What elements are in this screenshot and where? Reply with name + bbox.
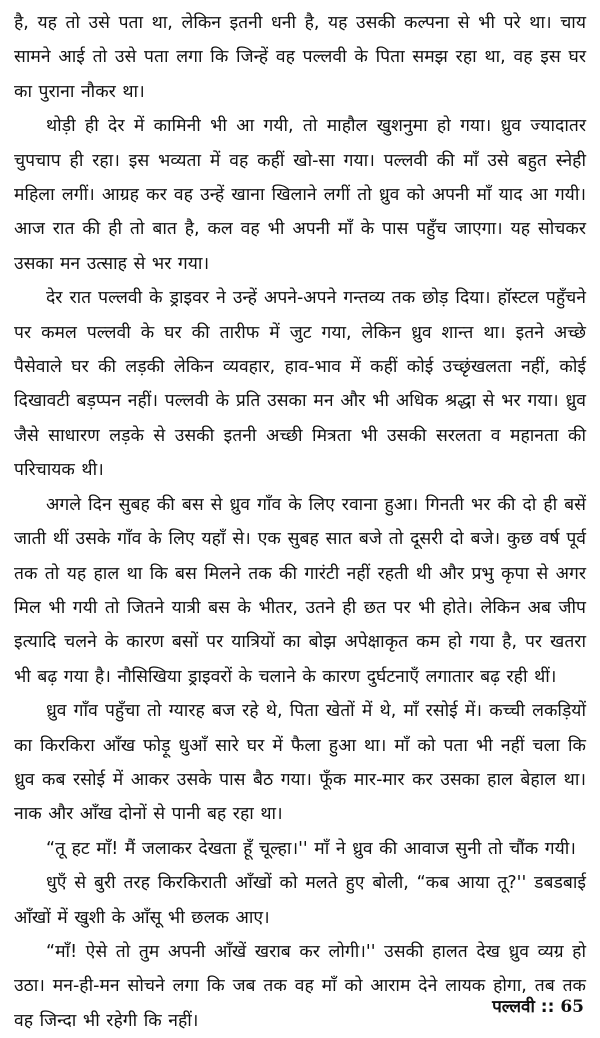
footer-separator: :: <box>540 997 555 1017</box>
paragraph: अगले दिन सुबह की बस से ध्रुव गाँव के लिए रवाना हुआ। गिनती भर की दो ही बसें जाती थीं उसके गाँव के लिए यहाँ से। एक सुबह सात बजे तो दूसरी दो बजे। कुछ वर्ष पूर्व तक तो यह हाल था कि बस मिलने तक की गारंटी नहीं रहती थी और प्रभु कृपा से अगर मिल भी गयी तो जितने यात्री बस के भीतर, उतने ही छत पर भी होते। लेकिन अब जीप इत्यादि चलने के कारण बसों पर यात्रियों का बोझ अपेक्षाकृत कम हो गया है, पर खतरा भी बढ़ गया है। नौसिखिया ड्राइवरों के चलाने के कारण दुर्घटनाएँ लगातार बढ़ रही थीं। <box>14 494 586 687</box>
paragraph: “माँ! ऐसे तो तुम अपनी आँखें खराब कर लोगी।'' उसकी हालत देख ध्रुव व्यग्र हो उठा। मन-ही-मन सोचने लगा कि जब तक वह माँ को आराम देने लायक होगा, तब तक वह जिन्दा भी रहेगी कि नहीं। <box>14 941 586 1031</box>
running-title: पल्लवी <box>492 997 535 1017</box>
paragraph: “तू हट माँ! मैं जलाकर देखता हूँ चूल्हा।'' माँ ने ध्रुव की आवाज सुनी तो चौंक गयी। <box>46 838 576 859</box>
paragraph: है, यह तो उसे पता था, लेकिन इतनी धनी है, यह उसकी कल्पना से भी परे था। चाय सामने आई तो उसे पता लगा कि जिन्हें वह पल्लवी के पिता समझ रहा था, वह इस घर का पुराना नौकर था। <box>14 13 586 102</box>
page-body <box>14 6 586 1038</box>
page-footer <box>492 994 584 1017</box>
paragraph: ध्रुव गाँव पहुँचा तो ग्यारह बज रहे थे, पिता खेतों में थे, माँ रसोई में। कच्ची लकड़ियों का किरकिरा आँख फोड़ू धुआँ सारे घर में फैला हुआ था। माँ को पता भी नहीं चला कि ध्रुव कब रसोई में आकर उसके पास बैठ गया। फूँक मार-मार कर उसका हाल बेहाल था। नाक और आँख दोनों से पानी बह रहा था। <box>14 701 586 825</box>
paragraph: देर रात पल्लवी के ड्राइवर ने उन्हें अपने-अपने गन्तव्य तक छोड़ दिया। हॉस्टल पहुँचने पर कमल पल्लवी के घर की तारीफ में जुट गया, लेकिन ध्रुव शान्त था। इतने अच्छे पैसेवाले घर की लड़की लेकिन व्यवहार, हाव-भाव में कहीं कोई उच्छृंखलता नहीं, कोई दिखावटी बड़प्पन नहीं। पल्लवी के प्रति उसका मन और भी अधिक श्रद्धा से भर गया। ध्रुव जैसे साधारण लड़के से उसकी इतनी अच्छी मित्रता भी उसकी सरलता व महानता की परिचायक थी। <box>14 288 586 481</box>
page-number: 65 <box>560 997 584 1017</box>
paragraph: थोड़ी ही देर में कामिनी भी आ गयी, तो माहौल खुशनुमा हो गया। ध्रुव ज्यादातर चुपचाप ही रहा। इस भव्यता में वह कहीं खो-सा गया। पल्लवी की माँ उसे बहुत स्नेही महिला लगीं। आग्रह कर वह उन्हें खाना खिलाने लगीं तो ध्रुव को अपनी माँ याद आ गयी। आज रात की ही तो बात है, कल वह भी अपनी माँ के पास पहुँच जाएगा। यह सोचकर उसका मन उत्साह से भर गया। <box>14 116 586 274</box>
paragraph: धुएँ से बुरी तरह किरकिराती आँखों को मलते हुए बोली, “कब आया तू?'' डबडबाई आँखों में खुशी के आँसू भी छलक आए। <box>14 873 586 928</box>
